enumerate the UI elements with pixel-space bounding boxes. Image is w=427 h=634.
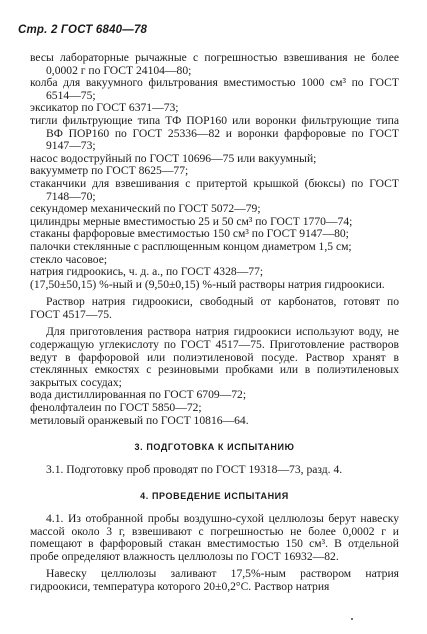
list-item: метиловый оранжевый по ГОСТ 10816—64. xyxy=(30,413,249,427)
list-item: вакуумметр по ГОСТ 8625—77; xyxy=(30,164,189,178)
document-body xyxy=(30,52,399,594)
list-item: (17,50±50,15) %-ный и (9,50±0,15) %-ный растворы натрия гидроокиси. xyxy=(30,277,385,291)
list-item: эксикатор по ГОСТ 6371—73; xyxy=(30,101,179,115)
list-item: секундомер механический по ГОСТ 5072—79; xyxy=(30,202,261,216)
list-item: насос водоструйный по ГОСТ 10696—75 или вакуумный; xyxy=(30,151,317,165)
page-header: Стр. 2 ГОСТ 6840—78 xyxy=(18,24,148,36)
paragraph-solution: Раствор натрия гидроокиси, свободный от карбонатов, готовят по ГОСТ 4517—75. xyxy=(30,295,399,321)
list-item: натрия гидроокись, ч. д. а., по ГОСТ 4328—77; xyxy=(30,265,264,279)
section-4-title: 4. ПРОВЕДЕНИЕ ИСПЫТАНИЯ xyxy=(140,491,289,502)
list-item: тигли фильтрующие типа ТФ ПОР160 или воронки фильтрующие типа ВФ ПОР160 по ГОСТ 25336—82 и воронки фарфоровые по ГОСТ 9147—73; xyxy=(30,113,399,153)
list-item: палочки стеклянные с расплющенным концом диаметром 1,5 см; xyxy=(30,239,352,253)
list-item: цилиндры мерные вместимостью 25 и 50 см³ по ГОСТ 1770—74; xyxy=(30,214,353,228)
list-item: стекло часовое; xyxy=(30,252,108,266)
print-speck xyxy=(351,618,353,620)
list-item: колба для вакуумного фильтрования вместимостью 1000 см³ по ГОСТ 6514—75; xyxy=(30,76,399,102)
list-item: вода дистиллированная по ГОСТ 6709—72; xyxy=(30,388,247,402)
list-item: стаканы фарфоровые вместимостью 150 см³ по ГОСТ 9147—80; xyxy=(30,227,349,241)
list-item: стаканчики для взвешивания с притертой крышкой (бюксы) по ГОСТ 7148—70; xyxy=(30,176,399,203)
paragraph-preparation: Для приготовления раствора натрия гидроокиси используют воду, не содержащую углекислоту по ГОСТ 4517—75. Приготовление растворов ведут в фарфоровой или полиэтиленовой посуде. Раствор хранят в стеклянных емкостях с резиновыми пробками или в полиэтиленовых закрытых сосудах; xyxy=(30,325,399,389)
list-item: фенолфталеин по ГОСТ 5850—72; xyxy=(30,401,202,415)
section-4-text-continued: Навеску целлюлозы заливают 17,5%-ным раствором натрия гидроокиси, температура которого 20±0,2°С. Раствор натрия xyxy=(30,567,399,593)
section-3-title: 3. ПОДГОТОВКА К ИСПЫТАНИЮ xyxy=(134,442,295,453)
section-4-text: 4.1. Из отобранной пробы воздушно-сухой целлюлозы берут навеску массой около 3 г, взвешивают с погрешностью не более 0,0002 г и помещают в фарфоровый стакан вместимостью 150 см³. В отдельной пробе определяют влажность целлюлозы по ГОСТ 16932—82. xyxy=(30,512,399,563)
list-item: весы лабораторные рычажные с погрешностью взвешивания не более 0,0002 г по ГОСТ 24104—80; xyxy=(30,51,399,77)
section-3-text: 3.1. Подготовку проб проводят по ГОСТ 19318—73, разд. 4. xyxy=(46,462,343,476)
